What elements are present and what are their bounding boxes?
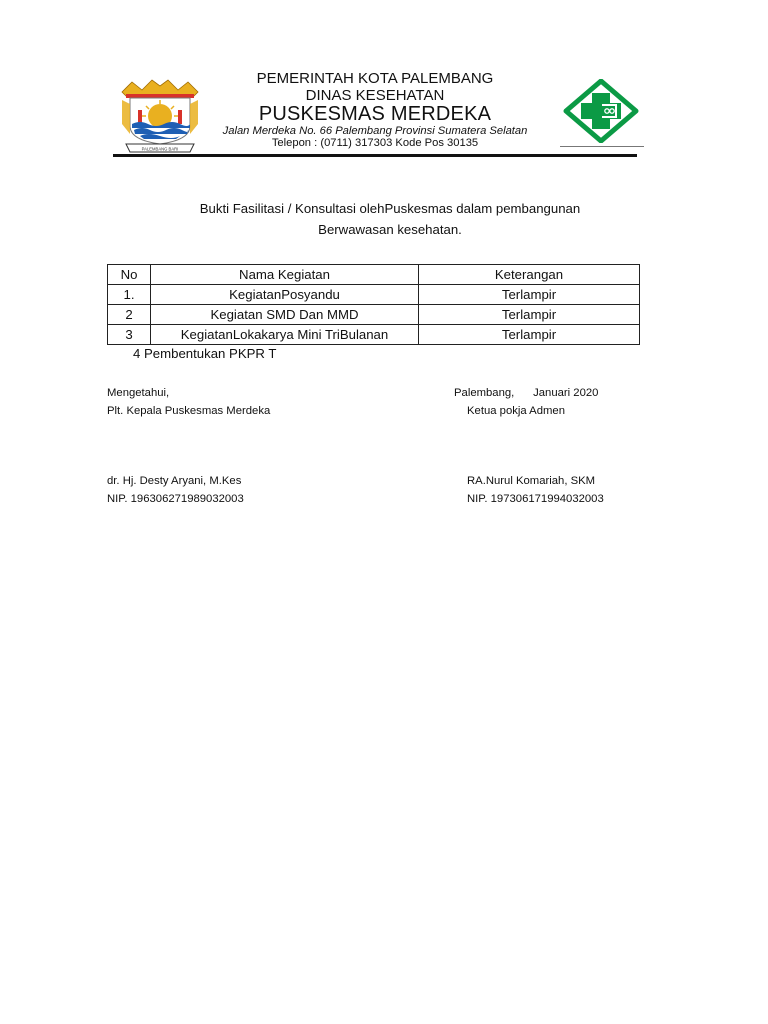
- right-signature-position: Ketua pokja Admen: [467, 405, 565, 417]
- letterhead-institution: PUSKESMAS MERDEKA: [258, 103, 492, 125]
- left-signature-name: dr. Hj. Desty Aryani, M.Kes: [107, 475, 242, 487]
- cell-no: 1.: [108, 285, 151, 305]
- palembang-city-emblem-icon: [118, 74, 202, 158]
- table-header-row: [108, 265, 640, 285]
- cell-nama: KegiatanPosyandu: [151, 285, 419, 305]
- puskesmas-green-cross-icon: [562, 79, 640, 143]
- cell-nama: KegiatanLokakarya Mini TriBulanan: [151, 325, 419, 345]
- document-title-line2: Berwawasan kesehatan.: [318, 222, 462, 237]
- letterhead-government: PEMERINTAH KOTA PALEMBANG: [256, 70, 494, 87]
- letterhead-address: Jalan Merdeka No. 66 Palembang Provinsi Sumatera Selatan: [222, 125, 528, 137]
- letterhead-divider-thin: [560, 146, 644, 147]
- cell-nama: Kegiatan SMD Dan MMD: [151, 305, 419, 325]
- header-keterangan: Keterangan: [419, 265, 640, 285]
- left-signature-position: Plt. Kepala Puskesmas Merdeka: [107, 405, 271, 417]
- cell-keterangan: Terlampir: [419, 325, 640, 345]
- left-signature-label: Mengetahui,: [107, 387, 170, 399]
- left-signature-nip: NIP. 196306271989032003: [107, 493, 244, 505]
- letterhead-phone: Telepon : (0711) 317303 Kode Pos 30135: [271, 137, 479, 149]
- activity-table: [107, 264, 640, 345]
- header-nama-kegiatan: Nama Kegiatan: [151, 265, 419, 285]
- table-row: [108, 325, 640, 345]
- cell-no: 2: [108, 305, 151, 325]
- header-no: No: [108, 265, 151, 285]
- cell-no: 3: [108, 325, 151, 345]
- table-row: [108, 285, 640, 305]
- right-signature-name: RA.Nurul Komariah, SKM: [467, 475, 596, 487]
- right-signature-nip: NIP. 197306171994032003: [467, 493, 604, 505]
- table-extra-row: 4 Pembentukan PKPR T: [133, 346, 277, 361]
- table-row: [108, 305, 640, 325]
- right-place-date: Palembang, Januari 2020: [454, 387, 599, 399]
- cell-keterangan: Terlampir: [419, 305, 640, 325]
- svg-text:PALEMBANG BARI: PALEMBANG BARI: [141, 146, 179, 152]
- cell-keterangan: Terlampir: [419, 285, 640, 305]
- document-title-line1: Bukti Fasilitasi / Konsultasi olehPuskesmas dalam pembangunan: [199, 201, 581, 216]
- letterhead-department: DINAS KESEHATAN: [305, 87, 445, 104]
- letterhead-divider: [113, 154, 637, 157]
